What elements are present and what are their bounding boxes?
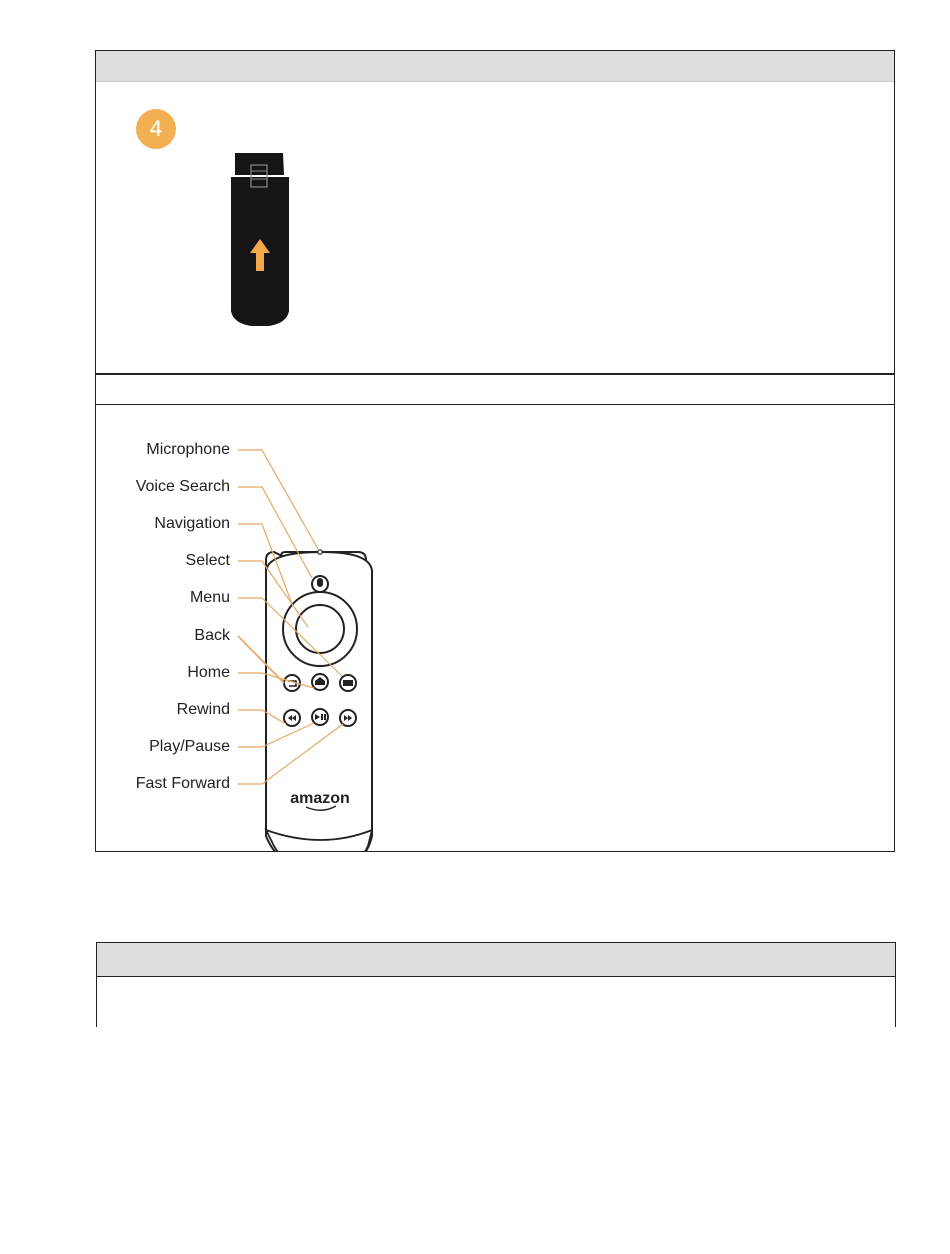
remote-diagram [96,406,894,851]
next-section-header [97,943,895,977]
mic-icon [317,578,323,587]
label-microphone: Microphone [146,441,230,458]
label-menu: Menu [189,589,230,606]
panel-header [96,51,894,82]
battery-cover-top [235,153,284,175]
label-play-pause: Play/Pause [149,738,230,755]
menu-icon [343,680,353,686]
select-button [296,605,344,653]
section-divider [96,373,894,405]
label-home: Home [187,664,230,681]
microphone-icon [318,550,322,554]
label-fast-forward: Fast Forward [135,775,230,792]
label-navigation: Navigation [154,515,230,532]
label-back: Back [194,627,230,644]
label-select: Select [185,552,230,569]
battery-cover-illustration [229,151,291,331]
next-section-panel [96,942,896,1027]
instruction-panel [95,50,895,852]
leader-microphone [238,450,318,549]
label-voice-search: Voice Search [135,478,230,495]
label-rewind: Rewind [176,701,230,718]
amazon-logo: amazon [290,790,350,807]
step-number-badge: 4 [136,109,176,149]
